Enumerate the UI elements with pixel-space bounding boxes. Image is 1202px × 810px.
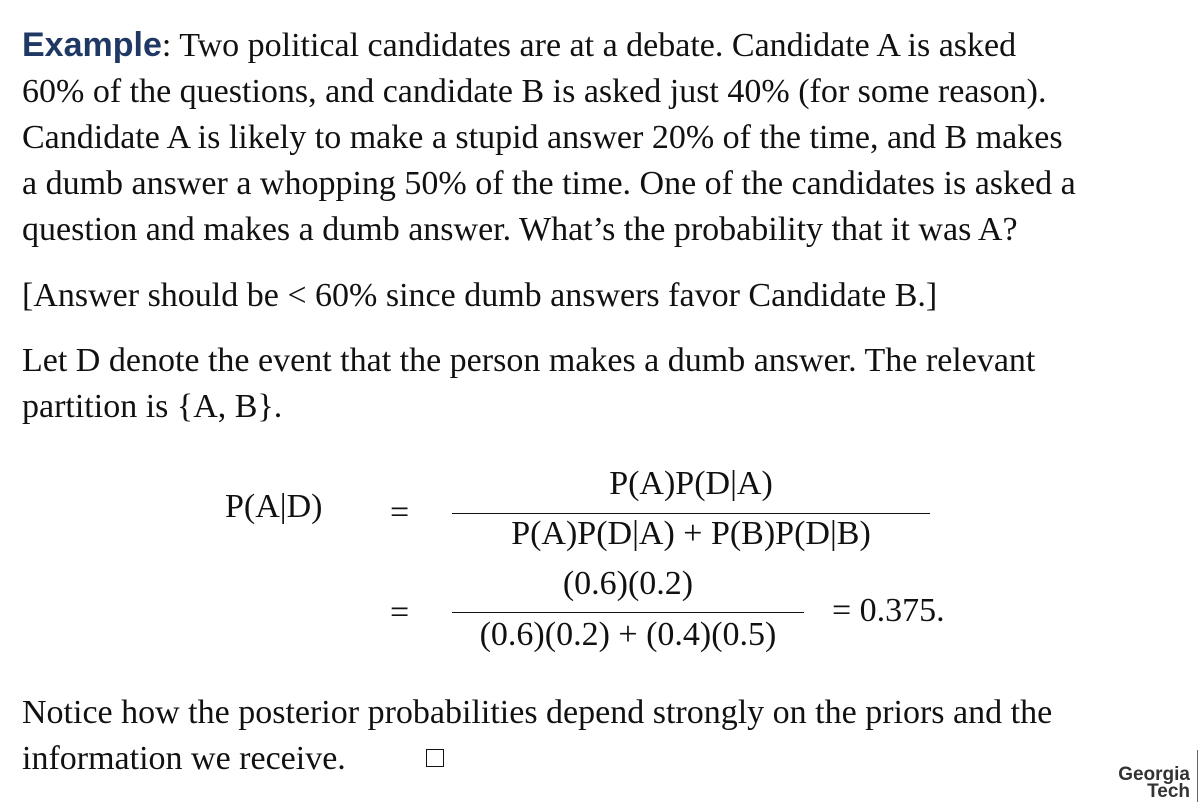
fraction-2-numerator: (0.6)(0.2) xyxy=(562,565,694,602)
equation-result: = 0.375. xyxy=(832,592,945,629)
conclusion-line-2: information we receive. xyxy=(22,740,346,777)
definition-line-1: Let D denote the event that the person makes a dumb answer. The relevant xyxy=(22,342,1036,379)
answer-hint: [Answer should be < 60% since dumb answers favor Candidate B.] xyxy=(22,277,938,314)
definition-line-2: partition is {A, B}. xyxy=(22,388,283,425)
logo-line-2: Tech xyxy=(1147,781,1190,802)
equation-lhs: P(A|D) xyxy=(225,488,323,525)
fraction-2-denominator: (0.6)(0.2) + (0.4)(0.5) xyxy=(479,616,777,653)
example-line-5: question and makes a dumb answer. What’s the probability that it was A? xyxy=(22,211,1018,248)
example-line-1-text: : Two political candidates are at a debate. Candidate A is asked xyxy=(161,27,1017,64)
equation-equals-2: = xyxy=(390,594,410,631)
fraction-1-numerator: P(A)P(D|A) xyxy=(609,465,773,502)
example-line-3: Candidate A is likely to make a stupid answer 20% of the time, and B makes xyxy=(22,119,1063,156)
definition-paragraph xyxy=(22,338,1035,430)
example-line-2: 60% of the questions, and candidate B is asked just 40% (for some reason). xyxy=(22,73,1047,110)
equation-equals-1: = xyxy=(390,494,410,531)
fraction-1-bar xyxy=(452,513,930,514)
example-label: Example xyxy=(22,26,162,64)
fraction-2-bar xyxy=(452,612,804,613)
example-paragraph xyxy=(22,22,1076,253)
georgia-tech-logo xyxy=(1118,766,1190,800)
example-line-4: a dumb answer a whopping 50% of the time. One of the candidates is asked a xyxy=(22,165,1076,202)
conclusion-paragraph xyxy=(22,690,1052,782)
qed-square-icon xyxy=(426,749,444,767)
logo-line-1: Georgia xyxy=(1118,764,1190,785)
example-line-1 xyxy=(22,22,1076,69)
logo-tower-icon xyxy=(1197,750,1198,802)
conclusion-line-1: Notice how the posterior probabilities depend strongly on the priors and the xyxy=(22,694,1053,731)
fraction-1-denominator: P(A)P(D|A) + P(B)P(D|B) xyxy=(511,515,871,552)
